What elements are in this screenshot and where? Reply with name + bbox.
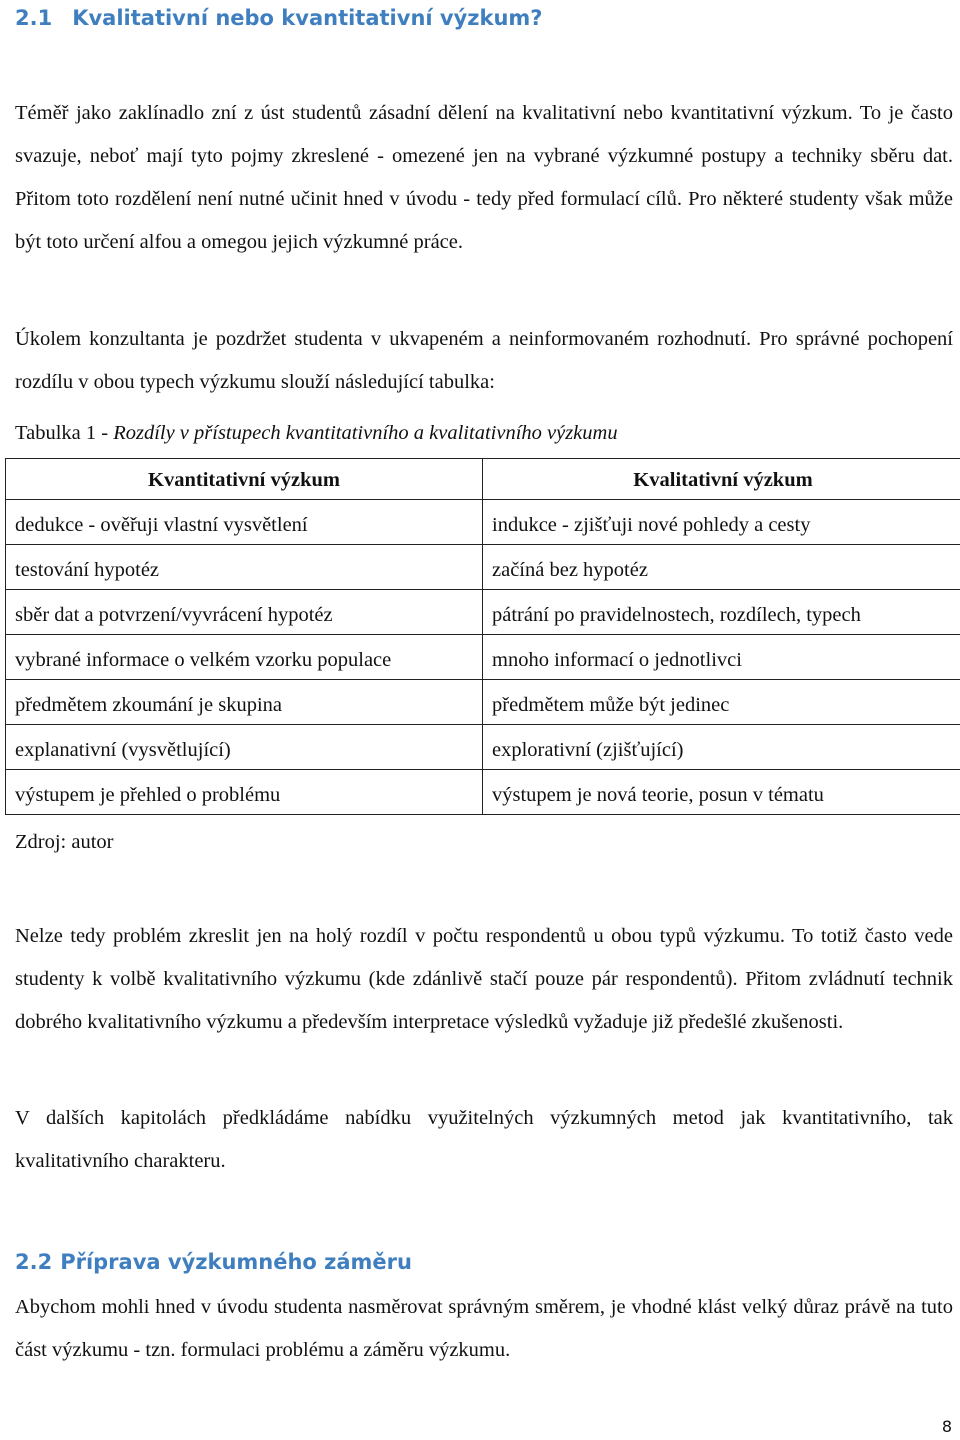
table-cell: dedukce - ověřuji vlastní vysvětlení bbox=[6, 500, 483, 545]
section-heading-2-1 bbox=[15, 4, 542, 32]
comparison-table bbox=[5, 458, 960, 815]
table-row bbox=[6, 680, 960, 725]
section-heading-2-2 bbox=[15, 1248, 412, 1276]
paragraph-consultant: Úkolem konzultanta je pozdržet studenta v ukvapeném a neinformovaném rozhodnutí. Pro správné pochopení rozdílu v obou typech výzkumu slouží následující tabulka: bbox=[15, 328, 953, 393]
table-cell: začíná bez hypotéz bbox=[483, 545, 960, 590]
table-header-row bbox=[6, 459, 960, 500]
paragraph-intro: Téměř jako zaklínadlo zní z úst studentů zásadní dělení na kvalitativní nebo kvantitativní výzkum. To je často svazuje, neboť mají tyto pojmy zkreslené - omezené jen na vybrané výzkumné postupy a techniky sběru dat. Přitom toto rozdělení není nutné učinit hned v úvodu - tedy před formulací cílů. Pro některé studenty však může být toto určení alfou a omegou jejich výzkumné práce. bbox=[15, 102, 953, 253]
table-cell: výstupem je přehled o problému bbox=[6, 770, 483, 815]
table-row bbox=[6, 545, 960, 590]
table-row bbox=[6, 635, 960, 680]
table-caption-title: Rozdíly v přístupech kvantitativního a kvalitativního výzkumu bbox=[113, 422, 618, 444]
page-number: 8 bbox=[941, 1417, 952, 1436]
table-cell: explorativní (zjišťující) bbox=[483, 725, 960, 770]
paragraph-respondents: Nelze tedy problém zkreslit jen na holý rozdíl v počtu respondentů u obou typů výzkumu. To totiž často vede studenty k volbě kvalitativního výzkumu (kde zdánlivě stačí pouze pár respondentů). Přitom zvládnutí technik dobrého kvalitativního výzkumu a především interpretace výsledků vyžaduje již předešlé zkušenosti. bbox=[15, 925, 953, 1033]
table-row bbox=[6, 590, 960, 635]
table-caption-label: Tabulka 1 - bbox=[15, 422, 114, 444]
table-cell: vybrané informace o velkém vzorku populace bbox=[6, 635, 483, 680]
header-quantitative: Kvantitativní výzkum bbox=[6, 459, 483, 500]
table-row bbox=[6, 770, 960, 815]
table-row bbox=[6, 500, 960, 545]
table-cell: výstupem je nová teorie, posun v tématu bbox=[483, 770, 960, 815]
table-cell: indukce - zjišťuji nové pohledy a cesty bbox=[483, 500, 960, 545]
section-title: Příprava výzkumného záměru bbox=[60, 1250, 412, 1274]
paragraph-preparation: Abychom mohli hned v úvodu studenta nasměrovat správným směrem, je vhodné klást velký důraz právě na tuto část výzkumu - tzn. formulaci problému a záměru výzkumu. bbox=[15, 1296, 953, 1361]
table-source: Zdroj: autor bbox=[15, 831, 114, 853]
table-caption bbox=[15, 414, 618, 452]
table-cell: explanativní (vysvětlující) bbox=[6, 725, 483, 770]
table-cell: sběr dat a potvrzení/vyvrácení hypotéz bbox=[6, 590, 483, 635]
header-qualitative: Kvalitativní výzkum bbox=[483, 459, 960, 500]
table-cell: mnoho informací o jednotlivci bbox=[483, 635, 960, 680]
table-cell: testování hypotéz bbox=[6, 545, 483, 590]
section-title: Kvalitativní nebo kvantitativní výzkum? bbox=[72, 6, 543, 30]
paragraph-next-chapters: V dalších kapitolách předkládáme nabídku využitelných výzkumných metod jak kvantitativního, tak kvalitativního charakteru. bbox=[15, 1107, 953, 1172]
table-cell: předmětem zkoumání je skupina bbox=[6, 680, 483, 725]
table-cell: pátrání po pravidelnostech, rozdílech, typech bbox=[483, 590, 960, 635]
table-row bbox=[6, 725, 960, 770]
table-cell: předmětem může být jedinec bbox=[483, 680, 960, 725]
section-number: 2.2 bbox=[15, 1250, 53, 1274]
section-number: 2.1 bbox=[15, 6, 53, 30]
